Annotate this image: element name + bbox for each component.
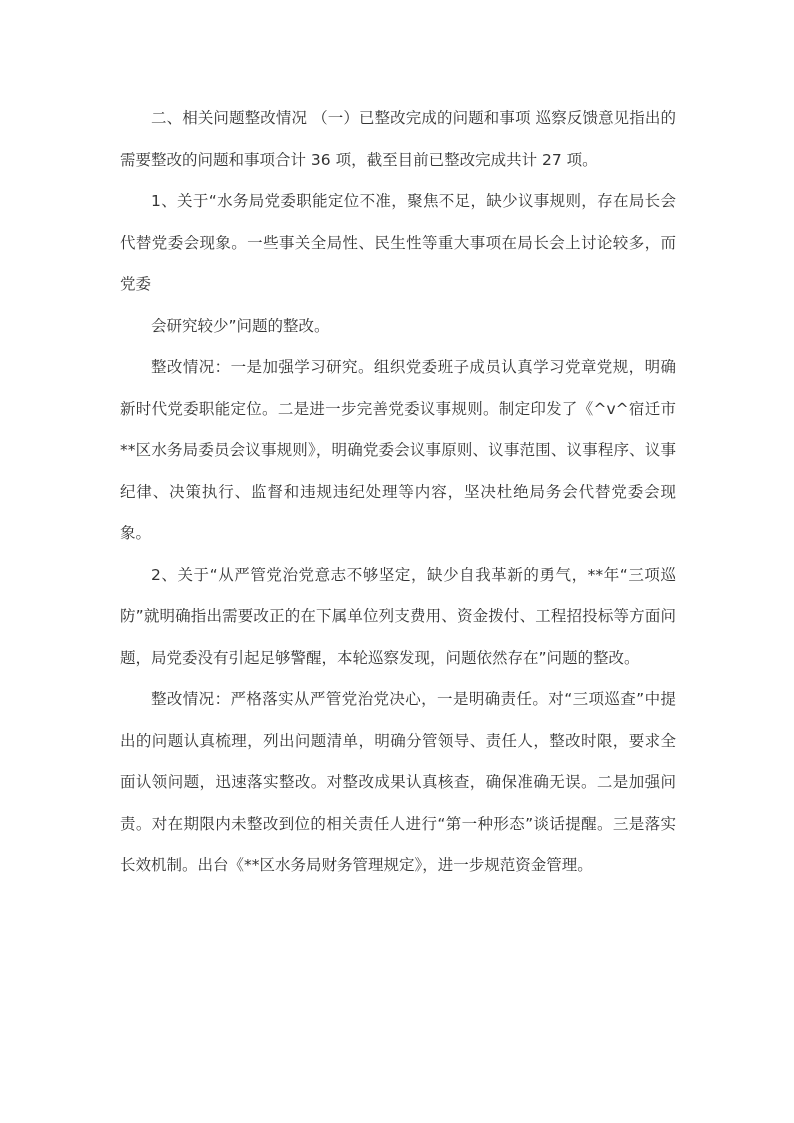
- item-2-paragraph: 2、关于“从严管党治党意志不够坚定，缺少自我革新的勇气，**年“三项巡防”就明确指出需要改正的在下属单位列支费用、资金拨付、工程招投标等方面问题，局党委没有引起足够警醒，本轮巡察发现，问题依然存在”问题的整改。: [120, 565, 676, 667]
- item-1-paragraph: 1、关于“水务局党委职能定位不准，聚焦不足，缺少议事规则，存在局长会代替党委会现象。一些事关全局性、民生性等重大事项在局长会上讨论较多，而党委: [120, 192, 676, 293]
- item-2-rectification-paragraph: 整改情况：严格落实从严管党治党决心，一是明确责任。对“三项巡查”中提出的问题认真梳理，列出问题清单，明确分管领导、责任人，整改时限，要求全面认领问题，迅速落实整改。对整改成果认真核查，确保准确无误。二是加强问责。对在期限内未整改到位的相关责任人进行“第一种形态”谈话提醒。三是落实长效机制。出台《**区水务局财务管理规定》，进一步规范资金管理。: [120, 690, 676, 874]
- document-body: [120, 98, 676, 887]
- section-heading-paragraph: 二、相关问题整改情况 （一）已整改完成的问题和事项 巡察反馈意见指出的需要整改的问题和事项合计 36 项，截至目前已整改完成共计 27 项。: [120, 109, 676, 169]
- item-1-rectification-paragraph: 整改情况：一是加强学习研究。组织党委班子成员认真学习党章党规，明确新时代党委职能定位。二是进一步完善党委议事规则。制定印发了《^v^宿迁市**区水务局委员会议事规则》，明确党委会议事原则、议事范围、议事程序、议事纪律、决策执行、监督和违规违纪处理等内容，坚决杜绝局务会代替党委会现象。: [120, 358, 676, 542]
- item-1-continuation-paragraph: 会研究较少”问题的整改。: [151, 316, 330, 335]
